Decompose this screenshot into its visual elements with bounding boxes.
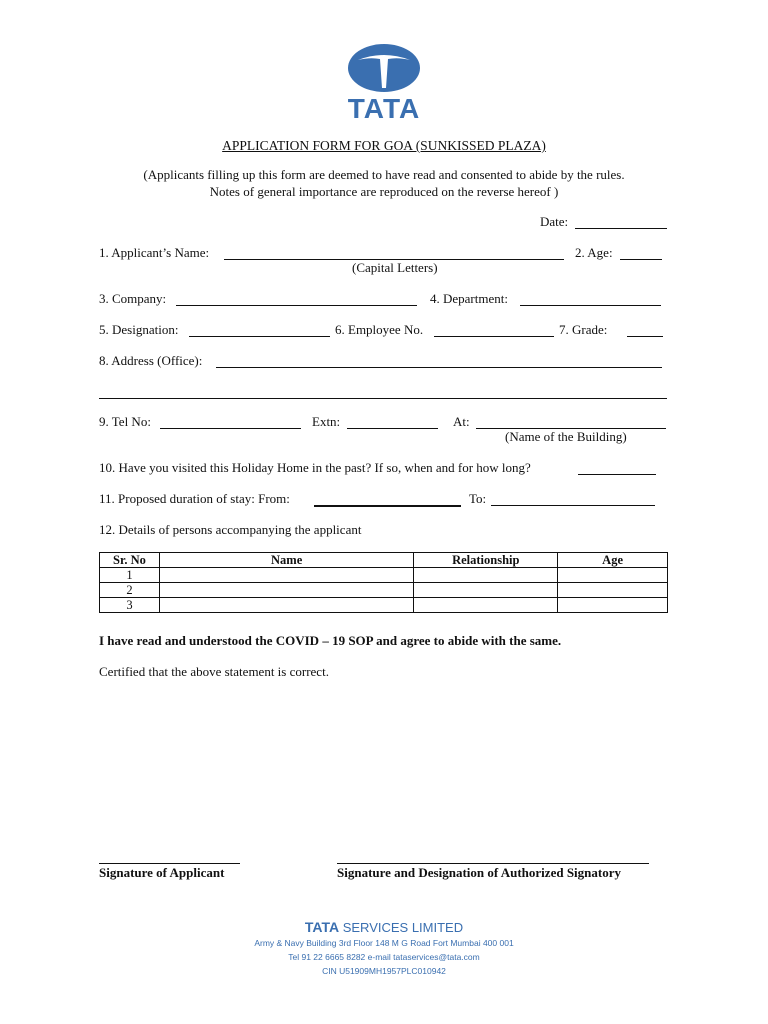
at-label: At: [453,414,470,429]
tata-emblem-icon [336,42,432,94]
footer-company-name [0,919,768,935]
tata-logo [336,42,432,124]
stay-to-field[interactable] [491,505,655,506]
address-field-line2[interactable] [99,398,667,399]
covid-declaration: I have read and understood the COVID – 19 SOP and agree to abide with the same. [99,633,562,648]
department-field[interactable] [520,305,661,306]
form-title: APPLICATION FORM FOR GOA (SUNKISSED PLAZA) [222,138,546,153]
stay-to-label: To: [469,491,487,506]
extn-label: Extn: [312,414,341,429]
stay-duration-label: 11. Proposed duration of stay: From: [99,491,290,506]
form-note-line1: (Applicants filling up this form are deemed to have read and consented to abide by the rules. [143,167,625,182]
date-field[interactable] [575,228,667,229]
footer-contact: Tel 91 22 6665 8282 e-mail tataservices@tata.com [288,952,480,962]
header-name: Name [159,553,413,568]
capital-letters-hint: (Capital Letters) [352,260,438,275]
footer-company: SERVICES LIMITED [339,920,464,935]
department-label: 4. Department: [430,291,508,306]
tel-no-label: 9. Tel No: [99,414,151,429]
row-name-cell[interactable] [159,583,413,598]
row-sr-no: 2 [100,583,160,598]
authorized-signature-label: Signature and Designation of Authorized Signatory [337,865,621,880]
grade-label: 7. Grade: [559,322,608,337]
designation-label: 5. Designation: [99,322,179,337]
address-field-line1[interactable] [216,367,662,368]
employee-no-label: 6. Employee No. [335,322,424,337]
visited-answer-field[interactable] [578,474,656,475]
table-row [100,598,668,613]
row-relationship-cell[interactable] [414,583,558,598]
age-label: 2. Age: [575,245,613,260]
table-row [100,583,668,598]
authorized-signature-line[interactable] [337,863,649,864]
age-field[interactable] [620,259,662,260]
stay-from-field[interactable] [314,505,461,507]
address-label: 8. Address (Office): [99,353,203,368]
row-name-cell[interactable] [159,568,413,583]
employee-no-field[interactable] [434,336,554,337]
accompanying-persons-table [99,552,668,613]
tel-no-field[interactable] [160,428,301,429]
header-relationship: Relationship [414,553,558,568]
building-name-hint: (Name of the Building) [505,429,627,444]
table-header-row [100,553,668,568]
row-age-cell[interactable] [558,598,668,613]
date-label: Date: [540,214,569,229]
company-label: 3. Company: [99,291,167,306]
header-age: Age [558,553,668,568]
row-age-cell[interactable] [558,583,668,598]
accompanying-persons-label: 12. Details of persons accompanying the applicant [99,522,362,537]
footer-cin: CIN U51909MH1957PLC010942 [322,966,446,976]
header-sr-no: Sr. No [100,553,160,568]
row-relationship-cell[interactable] [414,598,558,613]
designation-field[interactable] [189,336,330,337]
applicant-name-label: 1. Applicant’s Name: [99,245,210,260]
row-name-cell[interactable] [159,598,413,613]
company-field[interactable] [176,305,417,306]
applicant-signature-line[interactable] [99,863,240,864]
row-sr-no: 3 [100,598,160,613]
extn-field[interactable] [347,428,438,429]
row-sr-no: 1 [100,568,160,583]
logo-wordmark: TATA [347,93,421,124]
certification-statement: Certified that the above statement is correct. [99,664,329,679]
row-relationship-cell[interactable] [414,568,558,583]
visited-question: 10. Have you visited this Holiday Home in the past? If so, when and for how long? [99,460,531,475]
table-row [100,568,668,583]
applicant-signature-label: Signature of Applicant [99,865,225,880]
footer-brand: TATA [304,919,340,935]
row-age-cell[interactable] [558,568,668,583]
grade-field[interactable] [627,336,663,337]
footer-address: Army & Navy Building 3rd Floor 148 M G Road Fort Mumbai 400 001 [254,938,514,948]
form-note-line2: Notes of general importance are reproduced on the reverse hereof ) [209,184,559,199]
